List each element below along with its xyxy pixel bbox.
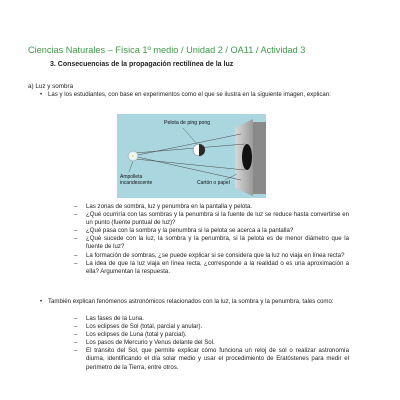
dash-icon: – (74, 347, 78, 355)
dash-icon: – (74, 235, 78, 243)
label-lamp-line1: Ampolleta (120, 174, 143, 180)
phenomena-list (74, 315, 349, 372)
dash-icon: – (74, 331, 78, 339)
list-item: – Los eclipses de Luna (total y parcial). (74, 331, 187, 339)
list-item: – Las fases de la Luna. (74, 315, 144, 322)
list-item: – La formación de sombras, ¿se puede explicar si se considera que la luz no viaja en línea recta? (74, 251, 345, 259)
list-item: – Las zonas de sombra, luz y penumbra en la pantalla y pelota. (74, 203, 252, 210)
bullet-paragraph-1 (40, 91, 348, 99)
dash-icon: – (74, 259, 78, 267)
section-title: 3. Consecuencias de la propagación rectilínea de la luz (50, 61, 234, 68)
subsection-title: a) Luz y sombra (28, 83, 74, 90)
paragraph-text: Las y los estudiantes, con base en experimentos como el que se ilustra en la siguiente imagen, explican: (48, 91, 331, 98)
dash-icon: – (74, 227, 78, 235)
dash-icon: – (74, 251, 78, 259)
list-item: – ¿Qué ocurriría con las sombras y la penumbra si la fuente de luz se reduce hasta convertirse en un punto (fuente puntual de luz)? (74, 211, 349, 227)
list-item: – ¿Qué pasa con la sombra y la penumbra si la pelota se acerca a la pantalla? (74, 227, 294, 235)
lamp-filament (132, 155, 134, 157)
bullet-icon: • (40, 92, 43, 98)
bullet-paragraph-2 (40, 298, 348, 306)
label-card: Cartón o papel (197, 180, 230, 186)
list-item: – El tránsito del Sol, que permite explicar cómo funciona un reloj de sol o realizar astronomía diurna, identificando el día solar medio y usar el procedimiento de Eratóstenes para medir el perímetro de la Tierra, entre otros. (74, 347, 349, 371)
list-item: – ¿Qué sucede con la luz, la sombra y la penumbra, si la pelota es de menor diámetro que la fuente de luz? (74, 235, 349, 251)
dash-icon: – (74, 339, 78, 347)
dash-icon: – (74, 323, 78, 331)
bullet-icon: • (40, 299, 43, 305)
label-lamp-line2: incandescente (120, 180, 153, 186)
dash-icon: – (74, 315, 78, 322)
paragraph-text: También explican fenómenos astronómicos relacionados con la luz, la sombra y la penumbra, tales como: (48, 298, 334, 305)
label-ping-pong-ball: Pelota de ping pong (164, 120, 211, 126)
dash-icon: – (74, 203, 78, 210)
experiment-figure (117, 114, 266, 198)
document-header-title: Ciencias Naturales – Física 1º medio / Unidad 2 / OA11 / Actividad 3 (28, 45, 306, 55)
questions-list (74, 203, 349, 276)
list-item: – La idea de que la luz viaja en línea recta, ¿corresponde a la realidad o es una aproximación a ella? Argumentan la respuesta. (74, 259, 349, 275)
list-item: – Los pasos de Mercurio y Venus delante del Sol. (74, 339, 215, 347)
list-item: – Los eclipses de Sol (total, parcial y anular). (74, 323, 203, 331)
dash-icon: – (74, 211, 78, 219)
umbra-shadow (242, 144, 252, 170)
